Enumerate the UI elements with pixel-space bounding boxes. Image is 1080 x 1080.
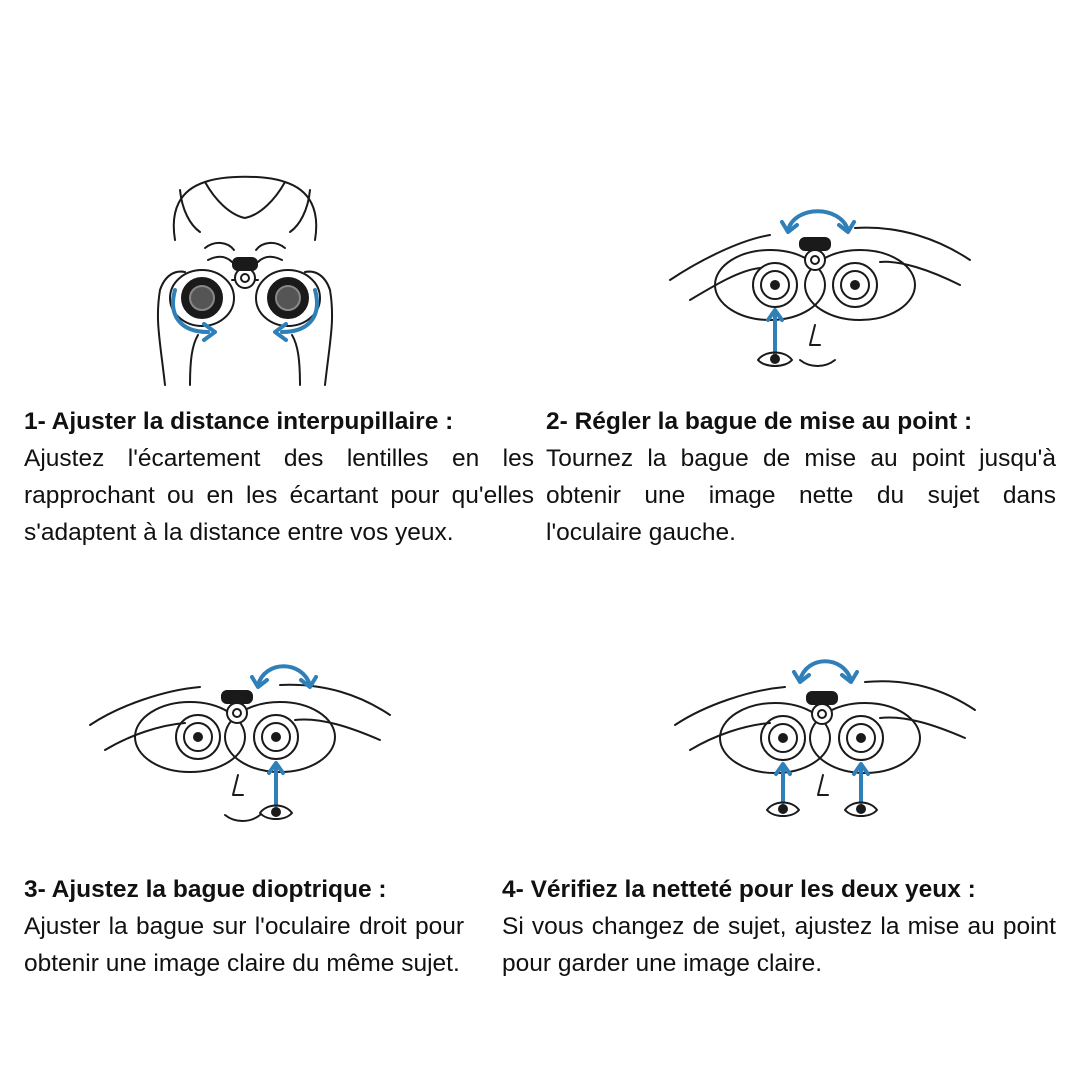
step-description: Tournez la bague de mise au point jusqu'à obtenir une image nette du sujet dans l'oculaire gauche. — [546, 445, 1056, 546]
diopter-ring-illustration — [80, 655, 400, 845]
step-1 — [24, 403, 534, 551]
step-2 — [546, 403, 1056, 551]
interpupillary-adjustment-illustration — [120, 170, 370, 390]
step-description: Ajuster la bague sur l'oculaire droit pour obtenir une image claire du même sujet. — [24, 913, 464, 977]
step-description: Si vous changez de sujet, ajustez la mise au point pour garder une image claire. — [502, 913, 1056, 977]
step-title: 2- Régler la bague de mise au point : — [546, 408, 973, 435]
step-4 — [502, 871, 1056, 982]
step-description: Ajustez l'écartement des lentilles en les rapprochant ou en les écartant pour qu'elles s'adaptent à la distance entre vos yeux. — [24, 445, 534, 546]
both-eyes-check-illustration — [665, 650, 985, 840]
step-title: 3- Ajustez la bague dioptrique : — [24, 876, 387, 903]
step-title: 4- Vérifiez la netteté pour les deux yeux : — [502, 876, 976, 903]
step-3 — [24, 871, 464, 982]
focus-ring-illustration — [660, 190, 980, 380]
step-title: 1- Ajuster la distance interpupillaire : — [24, 408, 454, 435]
